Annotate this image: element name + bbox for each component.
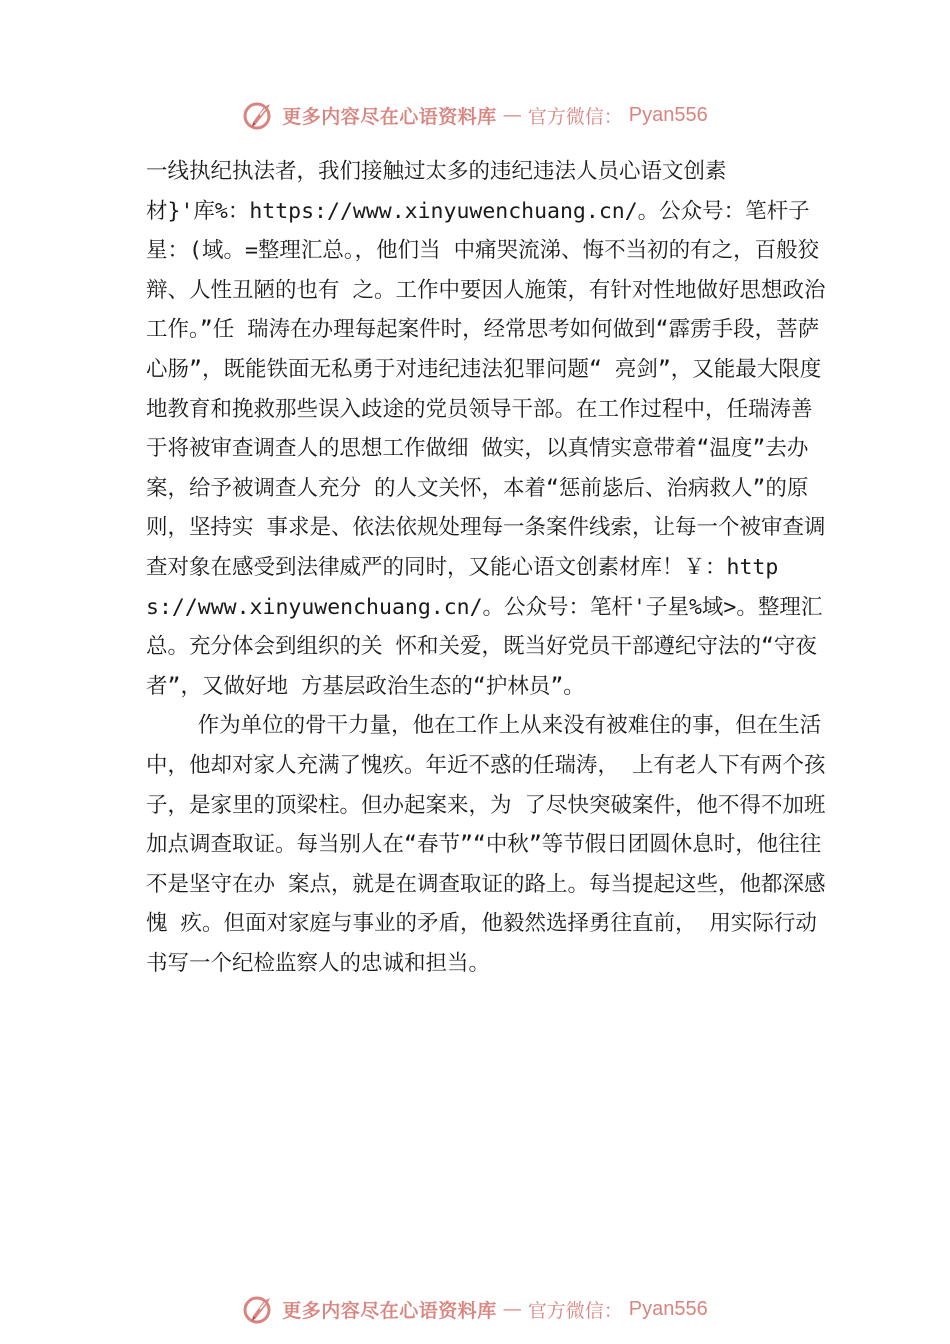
banner-content bbox=[242, 98, 708, 132]
banner-dash: — bbox=[502, 104, 522, 126]
banner-title: 更多内容尽在心语资料库 bbox=[282, 1299, 497, 1322]
document-body bbox=[146, 152, 826, 983]
banner-wechat-label: 官方微信： bbox=[527, 105, 623, 128]
banner-wechat-id: Pyan556 bbox=[628, 103, 708, 126]
header-watermark-banner bbox=[0, 95, 950, 135]
pen-nib-circle-icon bbox=[242, 1292, 276, 1326]
banner-content bbox=[242, 1292, 708, 1326]
banner-title: 更多内容尽在心语资料库 bbox=[282, 105, 497, 128]
banner-wechat-label: 官方微信： bbox=[527, 1299, 623, 1322]
paragraph-2: 作为单位的骨干力量，他在工作上从来没有被难住的事，但在生活中，他却对家人充满了愧疚。年近不惑的任瑞涛， 上有老人下有两个孩子，是家里的顶梁柱。但办起案来，为 了尽快突破案件，他不得不加班加点调查取证。每当别人在“春节”“中秋”等节假日团圆休息时，他往往不是坚守在办 案点，就是在调查取证的路上。每当提起这些，他都深感愧 疚。但面对家庭与事业的矛盾，他毅然选择勇往直前， 用实际行动书写一个纪检监察人的忠诚和担当。 bbox=[146, 713, 826, 976]
banner-wechat-id: Pyan556 bbox=[628, 1297, 708, 1320]
pen-nib-circle-icon bbox=[242, 98, 276, 132]
paragraph-1: 一线执纪执法者，我们接触过太多的违纪违法人员心语文创素材}'库%：https://www.xinyuwenchuang.cn/。公众号：笔杆子星：(域。=整理汇总。，他们当 中痛哭流涕、悔不当初的有之，百般狡辩、人性丑陋的也有 之。工作中要因人施策，有针对性地做好思想政治工作。”任 瑞涛在办理每起案件时，经常思考如何做到“霹雳手段，菩萨心肠”，既能铁面无私勇于对违纪违法犯罪问题“ 亮剑”，又能最大限度地教育和挽救那些误入歧途的党员领导干部。在工作过程中，任瑞涛善于将被审查调查人的思想工作做细 做实，以真情实意带着“温度”去办案，给予被调查人充分 的人文关怀，本着“惩前毖后、治病救人”的原则，坚持实 事求是、依法依规处理每一条案件线索，让每一个被审查调 查对象在感受到法律威严的同时，又能心语文创素材库！￥：https://www.xinyuwenchuang.cn/。公众号：笔杆'子星%域>。整理汇总。充分体会到组织的关 怀和关爱，既当好党员干部遵纪守法的“守夜者”，又做好地 方基层政治生态的“护林员”。 bbox=[146, 159, 826, 699]
banner-dash: — bbox=[502, 1298, 522, 1320]
footer-watermark-banner bbox=[0, 1289, 950, 1329]
